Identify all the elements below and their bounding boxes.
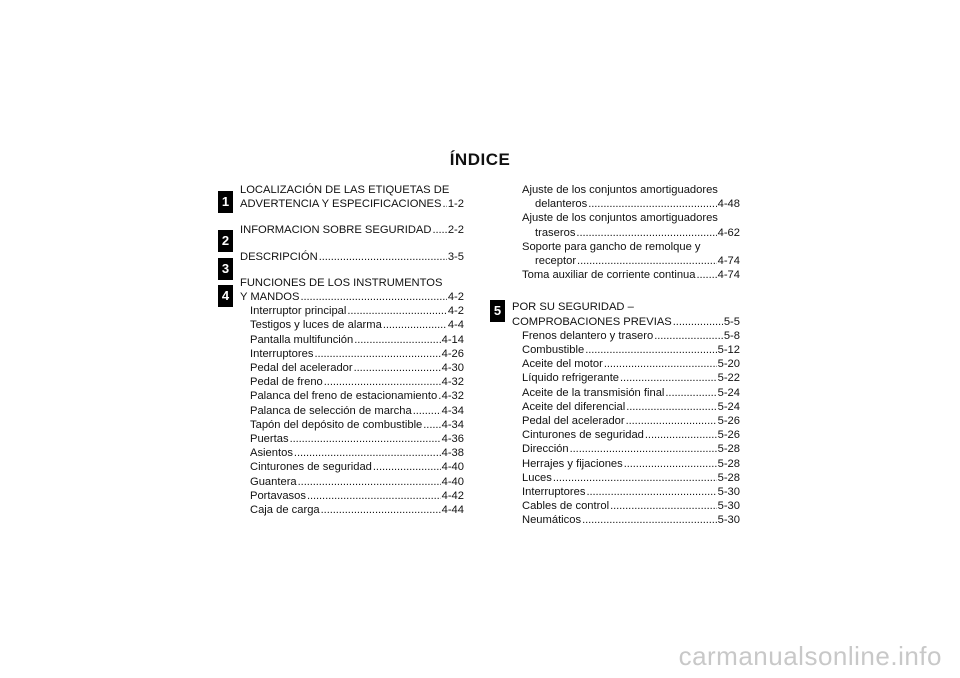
toc-subentry-title: Caja de carga bbox=[250, 504, 320, 517]
toc-subentry-title: Herrajes y fijaciones bbox=[522, 457, 623, 470]
toc-page-number: 3-5 bbox=[447, 250, 464, 263]
toc-page-number: 4-62 bbox=[717, 226, 740, 239]
dot-leader bbox=[300, 290, 446, 304]
toc-subentry-title: receptor bbox=[535, 255, 577, 268]
dot-leader bbox=[442, 197, 446, 211]
toc-page-number: 5-8 bbox=[723, 329, 740, 342]
toc-subentry-title: Aceite del diferencial bbox=[522, 400, 626, 413]
toc-page-number: 4-32 bbox=[441, 390, 464, 403]
dot-leader bbox=[319, 250, 447, 264]
toc-entry-line bbox=[240, 197, 464, 211]
section-tab-4[interactable]: 4 bbox=[218, 285, 233, 307]
toc-left-column bbox=[240, 183, 464, 517]
toc-subentry-title: Pedal de freno bbox=[250, 376, 323, 389]
dot-leader bbox=[582, 513, 717, 527]
toc-subentry-title: Palanca del freno de estacionamiento bbox=[250, 390, 438, 403]
toc-page-number: 5-28 bbox=[717, 471, 740, 484]
toc-subentry-title: Pantalla multifunción bbox=[250, 333, 354, 346]
toc-page-number: 5-28 bbox=[717, 443, 740, 456]
toc-page-number: 4-2 bbox=[447, 291, 464, 304]
toc-page-number: 4-74 bbox=[717, 255, 740, 268]
toc-subentry[interactable] bbox=[512, 485, 740, 499]
toc-subentry[interactable] bbox=[512, 414, 740, 428]
dot-leader bbox=[298, 475, 441, 489]
section-tab-3[interactable]: 3 bbox=[218, 258, 233, 280]
toc-subentry[interactable] bbox=[512, 442, 740, 456]
section-tab-2[interactable]: 2 bbox=[218, 230, 233, 252]
toc-subentry-title: traseros bbox=[535, 226, 576, 239]
toc-subentry[interactable] bbox=[512, 197, 740, 211]
toc-subentry-multiline[interactable] bbox=[512, 211, 740, 239]
toc-entry-section-4[interactable] bbox=[240, 276, 464, 517]
toc-subentry-title: Interruptores bbox=[250, 347, 314, 360]
toc-subentry-title: Líquido refrigerante bbox=[522, 372, 620, 385]
toc-subentry-title: Cinturones de seguridad bbox=[522, 429, 644, 442]
toc-entry-title-line: POR SU SEGURIDAD – bbox=[512, 301, 634, 314]
toc-entry-title: INFORMACION SOBRE SEGURIDAD bbox=[240, 224, 432, 237]
toc-subentry[interactable] bbox=[512, 343, 740, 357]
toc-page-number: 4-42 bbox=[441, 489, 464, 502]
toc-subentry-title: Guantera bbox=[250, 475, 297, 488]
toc-entry-title: ADVERTENCIA Y ESPECIFICACIONES bbox=[240, 198, 442, 211]
toc-page-number: 4-34 bbox=[441, 404, 464, 417]
toc-page-number: 5-24 bbox=[717, 386, 740, 399]
dot-leader bbox=[413, 404, 441, 418]
toc-subentry-title: Cinturones de seguridad bbox=[250, 461, 372, 474]
toc-entry-section-1[interactable] bbox=[240, 183, 464, 211]
page-title: ÍNDICE bbox=[449, 150, 511, 169]
toc-right-column bbox=[512, 183, 740, 528]
dot-leader bbox=[290, 432, 441, 446]
toc-page-number: 1-2 bbox=[447, 198, 464, 211]
toc-page-number: 5-22 bbox=[717, 372, 740, 385]
dot-leader bbox=[553, 471, 717, 485]
toc-page-number: 4-34 bbox=[441, 418, 464, 431]
toc-subentry[interactable] bbox=[240, 446, 464, 460]
toc-page-number: 4-14 bbox=[441, 333, 464, 346]
dot-leader bbox=[314, 347, 440, 361]
toc-subentry[interactable] bbox=[512, 471, 740, 485]
toc-page-number: 4-2 bbox=[447, 305, 464, 318]
toc-entry-line bbox=[240, 250, 464, 264]
dot-leader bbox=[576, 226, 716, 240]
dot-leader bbox=[624, 457, 717, 471]
toc-page-number: 4-4 bbox=[447, 319, 464, 332]
toc-subentry-title: Aceite del motor bbox=[522, 358, 603, 371]
toc-subentry-title: Pedal del acelerador bbox=[522, 415, 625, 428]
toc-entry-title-line: FUNCIONES DE LOS INSTRUMENTOS bbox=[240, 276, 443, 289]
dot-leader bbox=[626, 400, 716, 414]
toc-subentry-title: Asientos bbox=[250, 447, 293, 460]
toc-subentry-title-line: Soporte para gancho de remolque y bbox=[522, 240, 701, 253]
dot-leader bbox=[586, 485, 716, 499]
toc-subentry[interactable] bbox=[240, 503, 464, 517]
toc-page-number: 5-12 bbox=[717, 344, 740, 357]
toc-subentry-title: delanteros bbox=[535, 198, 588, 211]
toc-subentry[interactable] bbox=[240, 418, 464, 432]
toc-subentry-multiline[interactable] bbox=[512, 183, 740, 211]
toc-subentry-multiline[interactable] bbox=[512, 240, 740, 268]
toc-subentry[interactable] bbox=[240, 318, 464, 332]
toc-entry-title: DESCRIPCIÓN bbox=[240, 250, 318, 263]
dot-leader bbox=[307, 489, 441, 503]
toc-subentry[interactable] bbox=[240, 432, 464, 446]
toc-subentry[interactable] bbox=[512, 428, 740, 442]
toc-page-number: 2-2 bbox=[447, 224, 464, 237]
toc-page-number: 4-74 bbox=[717, 269, 740, 282]
dot-leader bbox=[645, 428, 717, 442]
toc-subentry[interactable] bbox=[512, 513, 740, 527]
toc-subentry[interactable] bbox=[512, 499, 740, 513]
dot-leader bbox=[294, 446, 441, 460]
dot-leader bbox=[588, 197, 716, 211]
dot-leader bbox=[570, 442, 717, 456]
dot-leader bbox=[354, 361, 441, 375]
toc-page-number: 4-38 bbox=[441, 447, 464, 460]
toc-entry-line bbox=[512, 315, 740, 329]
dot-leader bbox=[654, 329, 723, 343]
toc-page-number: 5-5 bbox=[723, 315, 740, 328]
toc-subentry-title: Testigos y luces de alarma bbox=[250, 319, 382, 332]
dot-leader bbox=[673, 315, 723, 329]
toc-subentry[interactable] bbox=[512, 268, 740, 282]
toc-entry-title-line: LOCALIZACIÓN DE LAS ETIQUETAS DE bbox=[240, 184, 450, 196]
toc-page-number: 4-48 bbox=[717, 198, 740, 211]
toc-subentry[interactable] bbox=[512, 357, 740, 371]
toc-subentry-title: Combustible bbox=[522, 344, 585, 357]
toc-page-number: 4-44 bbox=[441, 504, 464, 517]
toc-subentry[interactable] bbox=[240, 489, 464, 503]
toc-subentry[interactable] bbox=[512, 400, 740, 414]
toc-subentry[interactable] bbox=[240, 475, 464, 489]
dot-leader bbox=[423, 418, 440, 432]
toc-subentry-title: Cables de control bbox=[522, 500, 610, 513]
dot-leader bbox=[620, 371, 717, 385]
toc-subentry[interactable] bbox=[240, 404, 464, 418]
toc-subentry-title: Aceite de la transmisión final bbox=[522, 386, 665, 399]
toc-entry-section-3[interactable] bbox=[240, 250, 464, 264]
toc-subentry[interactable] bbox=[240, 304, 464, 318]
section-tab-1[interactable]: 1 bbox=[218, 191, 233, 213]
toc-subentry-title: Frenos delantero y trasero bbox=[522, 329, 654, 342]
toc-entry-section-5[interactable] bbox=[512, 300, 740, 527]
toc-subentry[interactable] bbox=[240, 375, 464, 389]
dot-leader bbox=[697, 268, 717, 282]
toc-subentry[interactable] bbox=[240, 333, 464, 347]
toc-page-number: 5-26 bbox=[717, 429, 740, 442]
toc-page-number: 5-30 bbox=[717, 486, 740, 499]
toc-page-number: 5-24 bbox=[717, 400, 740, 413]
toc-subentry-list bbox=[240, 304, 464, 517]
toc-page-number: 5-28 bbox=[717, 457, 740, 470]
toc-page-number: 4-40 bbox=[441, 461, 464, 474]
dot-leader bbox=[577, 254, 717, 268]
dot-leader bbox=[383, 318, 447, 332]
toc-subentry-title: Toma auxiliar de corriente continua bbox=[522, 269, 696, 282]
toc-subentry[interactable] bbox=[240, 460, 464, 474]
dot-leader bbox=[438, 389, 440, 403]
toc-page-number: 4-26 bbox=[441, 347, 464, 360]
toc-subentry-list bbox=[512, 329, 740, 528]
toc-entry-title: Y MANDOS bbox=[240, 291, 300, 304]
toc-subentry-title: Tapón del depósito de combustible bbox=[250, 418, 423, 431]
toc-page-number: 4-40 bbox=[441, 475, 464, 488]
toc-subentry[interactable] bbox=[512, 457, 740, 471]
toc-subentry[interactable] bbox=[240, 347, 464, 361]
toc-page-number: 4-32 bbox=[441, 376, 464, 389]
toc-entry-section-2[interactable] bbox=[240, 223, 464, 237]
dot-leader bbox=[665, 386, 716, 400]
toc-subentry[interactable] bbox=[512, 329, 740, 343]
toc-subentry[interactable] bbox=[240, 389, 464, 403]
toc-entry-title: COMPROBACIONES PREVIAS bbox=[512, 315, 672, 328]
toc-subentry-title-line: Ajuste de los conjuntos amortiguadores bbox=[522, 184, 718, 196]
toc-page-number: 5-30 bbox=[717, 514, 740, 527]
dot-leader bbox=[354, 333, 440, 347]
toc-page-number: 4-30 bbox=[441, 362, 464, 375]
toc-page-number: 5-30 bbox=[717, 500, 740, 513]
toc-subentry-title: Palanca de selección de marcha bbox=[250, 404, 412, 417]
dot-leader bbox=[610, 499, 717, 513]
toc-subentry-title-line: Ajuste de los conjuntos amortiguadores bbox=[522, 212, 718, 225]
toc-subentry-list-continued bbox=[512, 183, 740, 282]
section-tab-5[interactable]: 5 bbox=[490, 300, 505, 322]
toc-subentry-title: Luces bbox=[522, 471, 552, 484]
toc-entry-line bbox=[240, 290, 464, 304]
toc-entry-line bbox=[240, 223, 464, 237]
toc-page-number: 5-26 bbox=[717, 415, 740, 428]
toc-subentry-title: Interruptor principal bbox=[250, 305, 347, 318]
dot-leader bbox=[347, 304, 446, 318]
dot-leader bbox=[585, 343, 716, 357]
toc-subentry-title: Pedal del acelerador bbox=[250, 362, 353, 375]
toc-subentry[interactable] bbox=[240, 361, 464, 375]
dot-leader bbox=[432, 223, 446, 237]
watermark-text: carmanualsonline.info bbox=[678, 641, 942, 671]
toc-subentry-title: Neumáticos bbox=[522, 514, 582, 527]
toc-subentry-title: Puertas bbox=[250, 433, 289, 446]
toc-subentry[interactable] bbox=[512, 254, 740, 268]
dot-leader bbox=[604, 357, 717, 371]
dot-leader bbox=[321, 503, 441, 517]
dot-leader bbox=[373, 460, 441, 474]
toc-subentry[interactable] bbox=[512, 226, 740, 240]
dot-leader bbox=[324, 375, 441, 389]
toc-subentry[interactable] bbox=[512, 371, 740, 385]
toc-page-number: 5-20 bbox=[717, 358, 740, 371]
toc-subentry-title: Dirección bbox=[522, 443, 569, 456]
toc-subentry-title: Portavasos bbox=[250, 489, 306, 502]
toc-subentry[interactable] bbox=[512, 386, 740, 400]
dot-leader bbox=[626, 414, 717, 428]
toc-subentry-title: Interruptores bbox=[522, 486, 586, 499]
toc-page-number: 4-36 bbox=[441, 433, 464, 446]
